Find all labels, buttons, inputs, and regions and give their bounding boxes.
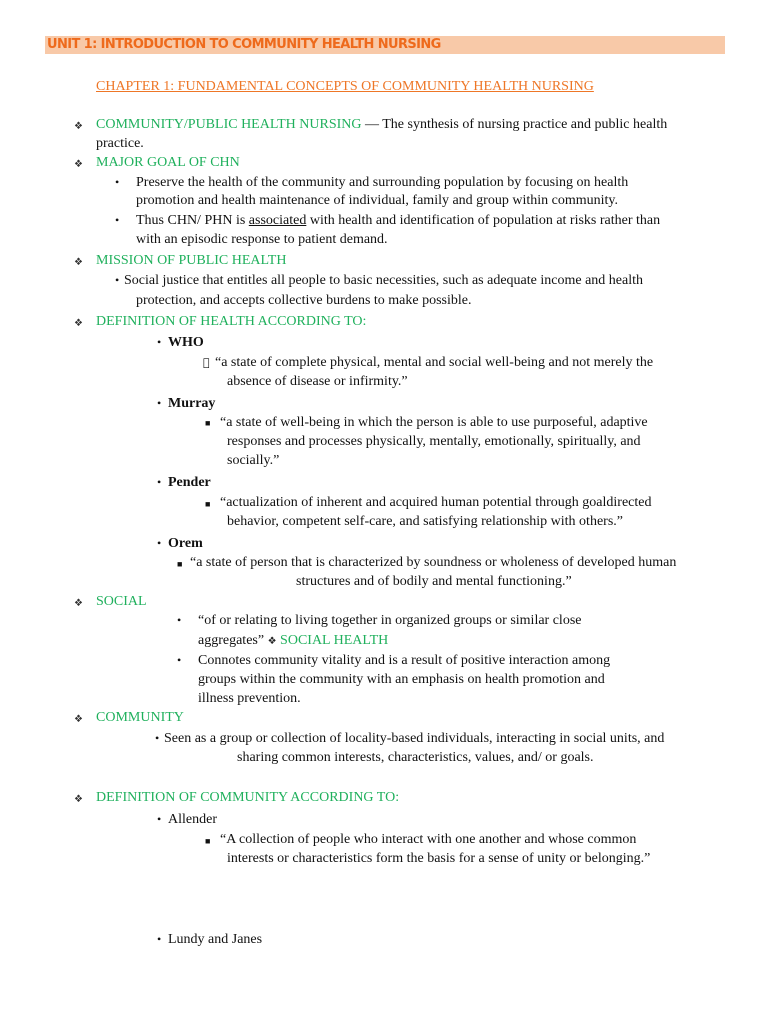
mission-text: protection, and accepts collective burdens to make possible. — [136, 293, 472, 308]
who-name: WHO — [168, 335, 204, 350]
missing-glyph-icon — [203, 353, 210, 372]
major-goal-text: Preserve the health of the community and surrounding population by focusing on health — [136, 175, 629, 190]
bullet-icon: • — [157, 812, 162, 826]
chn-term: COMMUNITY/PUBLIC HEALTH NURSING — [96, 117, 362, 132]
pender-definition: behavior, competent self-care, and satisfying relationship with others.” — [227, 514, 623, 529]
community-heading: COMMUNITY — [96, 710, 184, 725]
murray-definition: responses and processes physically, mentally, emotionally, spiritually, and — [227, 434, 641, 449]
unit-title: UNIT 1: INTRODUCTION TO COMMUNITY HEALTH NURSING — [47, 36, 441, 53]
diamond-bullet-icon: ❖ — [74, 794, 83, 805]
major-goal-text: promotion and health maintenance of individual, family and group within community. — [136, 193, 618, 208]
allender-definition: “A collection of people who interact with one another and whose common — [220, 832, 637, 847]
orem-definition: “a state of person that is characterized by soundness or wholeness of developed human — [190, 555, 677, 570]
orem-definition: structures and of bodily and mental functioning.” — [296, 574, 572, 589]
text-segment: Thus CHN/ PHN is — [136, 213, 249, 228]
social-health-text: Connotes community vitality and is a result of positive interaction among — [198, 653, 611, 668]
square-bullet-icon: ■ — [205, 836, 211, 846]
social-health-text: illness prevention. — [198, 691, 301, 706]
bullet-icon: • — [157, 536, 162, 550]
bullet-icon: • — [157, 396, 162, 410]
lundy-janes-name: Lundy and Janes — [168, 932, 263, 947]
bullet-icon: • — [177, 653, 182, 667]
major-goal-heading: MAJOR GOAL OF CHN — [96, 155, 240, 170]
square-bullet-icon: ■ — [177, 559, 183, 569]
major-goal-text: with an episodic response to patient demand. — [136, 232, 388, 247]
mission-heading: MISSION OF PUBLIC HEALTH — [96, 253, 287, 268]
community-definition: sharing common interests, characteristics, values, and/ or goals. — [237, 750, 594, 765]
diamond-bullet-icon: ❖ — [74, 318, 83, 329]
diamond-bullet-icon: ❖ — [74, 598, 83, 609]
orem-name: Orem — [168, 536, 203, 551]
square-bullet-icon: ■ — [205, 499, 211, 509]
murray-name: Murray — [168, 396, 216, 411]
diamond-bullet-icon: ❖ — [74, 121, 83, 132]
diamond-bullet-icon: ❖ — [74, 257, 83, 268]
social-definition: “of or relating to living together in organized groups or similar close — [198, 613, 582, 628]
pender-name: Pender — [168, 475, 211, 490]
bullet-icon: • — [155, 731, 160, 745]
diamond-bullet-icon: ❖ — [74, 159, 83, 170]
social-health-heading: SOCIAL HEALTH — [280, 633, 389, 648]
murray-definition: “a state of well-being in which the person is able to use purposeful, adaptive — [220, 415, 648, 430]
diamond-bullet-icon: ❖ — [74, 714, 83, 725]
allender-name: Allender — [168, 812, 217, 827]
chn-def-line: — The synthesis of nursing practice and public health — [361, 117, 668, 132]
chn-def-line-2: practice. — [96, 136, 144, 151]
bullet-icon: • — [115, 175, 120, 189]
community-def-heading: DEFINITION OF COMMUNITY ACCORDING TO: — [96, 790, 400, 805]
diamond-bullet-icon: ❖ — [267, 636, 277, 647]
social-definition — [198, 631, 388, 651]
text-segment: aggregates” — [198, 633, 268, 648]
who-definition: absence of disease or infirmity.” — [227, 374, 408, 389]
murray-definition: socially.” — [227, 453, 280, 468]
health-def-heading: DEFINITION OF HEALTH ACCORDING TO: — [96, 314, 367, 329]
bullet-icon: • — [157, 335, 162, 349]
bullet-icon: • — [157, 475, 162, 489]
allender-definition: interests or characteristics form the basis for a sense of unity or belonging.” — [227, 851, 651, 866]
chn-definition — [96, 115, 667, 134]
bullet-icon: • — [177, 613, 182, 627]
pender-definition: “actualization of inherent and acquired human potential through goaldirected — [220, 495, 652, 510]
bullet-icon: • — [115, 273, 120, 287]
chapter-title: CHAPTER 1: FUNDAMENTAL CONCEPTS OF COMMUNITY HEALTH NURSING — [96, 79, 594, 94]
text-segment: with health and identification of population at risks rather than — [306, 213, 661, 228]
bullet-icon: • — [115, 213, 120, 227]
bullet-icon: • — [157, 932, 162, 946]
major-goal-text — [136, 211, 660, 230]
mission-text: Social justice that entitles all people to basic necessities, such as adequate income and health — [124, 273, 643, 288]
social-health-text: groups within the community with an emphasis on health promotion and — [198, 672, 605, 687]
underlined-word: associated — [248, 213, 307, 228]
community-definition: Seen as a group or collection of locality-based individuals, interacting in social units, and — [164, 731, 665, 746]
square-bullet-icon: ■ — [205, 418, 211, 428]
who-definition: “a state of complete physical, mental and social well-being and not merely the — [215, 355, 654, 370]
social-heading: SOCIAL — [96, 594, 147, 609]
